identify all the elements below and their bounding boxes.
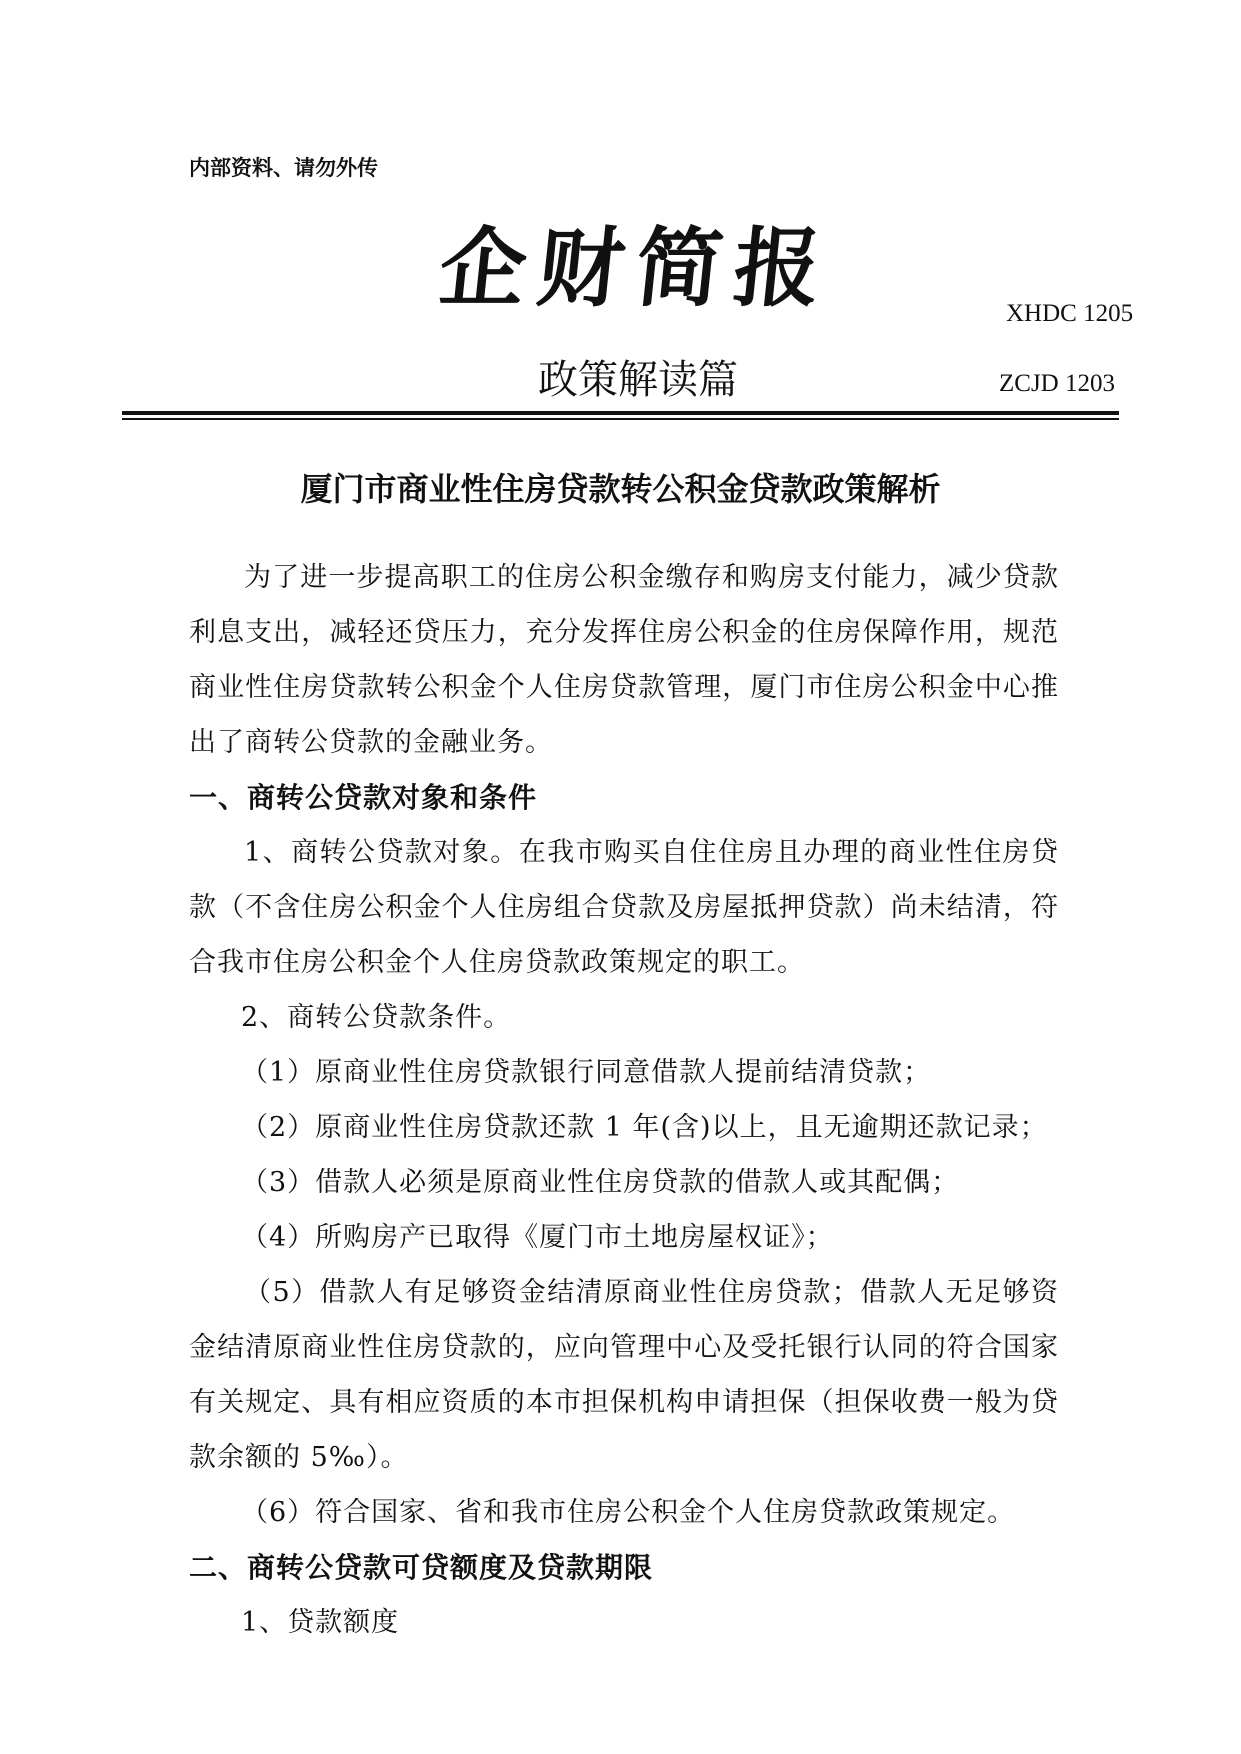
condition-item: （6）符合国家、省和我市住房公积金个人住房贷款政策规定。 — [241, 1497, 1016, 1528]
paragraph-loan-target: 1、商转公贷款对象。在我市购买自住住房且办理的商业性住房贷款（不含住房公积金个人住房组合贷款及房屋抵押贷款）尚未结清，符合我市住房公积金个人住房贷款政策规定的职工。 — [189, 837, 1059, 978]
condition-item: （3）借款人必须是原商业性住房贷款的借款人或其配偶； — [241, 1167, 960, 1198]
document-title: 厦门市商业性住房贷款转公积金贷款政策解析 — [300, 470, 941, 508]
condition-item: （1）原商业性住房贷款银行同意借款人提前结清贷款； — [241, 1057, 932, 1088]
condition-item: （4）所购房产已取得《厦门市土地房屋权证》； — [241, 1222, 834, 1253]
document-body — [189, 550, 1059, 1650]
sub-issue-code: ZCJD 1203 — [999, 370, 1115, 397]
section-heading: 二、商转公贷款可贷额度及贷款期限 — [189, 1551, 654, 1584]
issue-code: XHDC 1205 — [1006, 300, 1134, 327]
section-heading: 一、商转公贷款对象和条件 — [189, 781, 538, 814]
section-subtitle: 政策解读篇 — [538, 357, 738, 403]
paragraph-loan-conditions: 2、商转公贷款条件。 — [241, 1002, 512, 1033]
masthead-title: 企财简报 — [434, 218, 838, 319]
paragraph-loan-amount: 1、贷款额度 — [241, 1607, 400, 1638]
intro-paragraph: 为了进一步提高职工的住房公积金缴存和购房支付能力，减少贷款利息支出，减轻还贷压力，充分发挥住房公积金的住房保障作用，规范商业性住房贷款转公积金个人住房贷款管理，厦门市住房公积金中心推出了商转公贷款的金融业务。 — [189, 562, 1059, 758]
header-rule-thin — [122, 418, 1119, 420]
header-rule-thick — [122, 411, 1119, 415]
condition-item: （5）借款人有足够资金结清原商业性住房贷款；借款人无足够资金结清原商业性住房贷款的，应向管理中心及受托银行认同的符合国家有关规定、具有相应资质的本市担保机构申请担保（担保收费一般为贷款余额的 5‰）。 — [189, 1277, 1059, 1473]
confidential-notice: 内部资料、请勿外传 — [189, 155, 378, 180]
condition-item: （2）原商业性住房贷款还款 1 年(含)以上，且无逾期还款记录； — [241, 1112, 1048, 1143]
